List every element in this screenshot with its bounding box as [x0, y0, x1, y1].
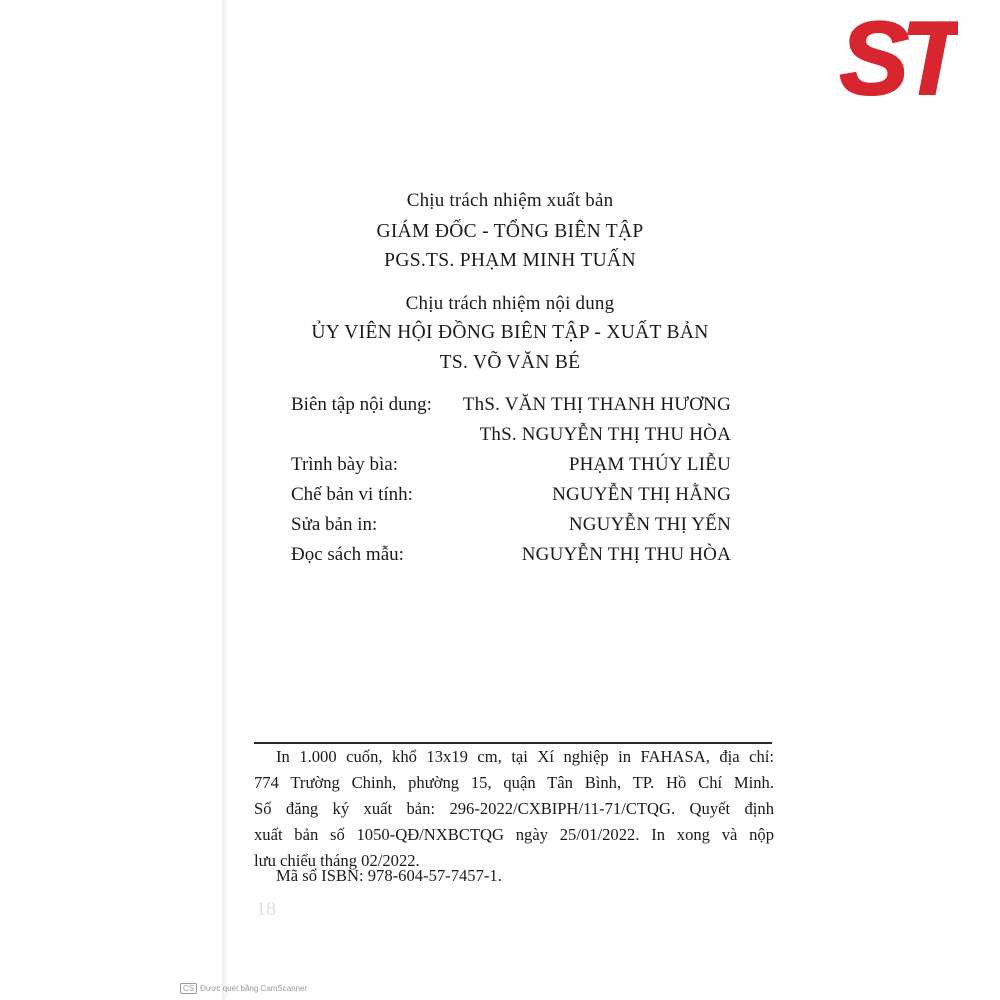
credit-row: [291, 544, 731, 574]
publishing-director-role: GIÁM ĐỐC - TỔNG BIÊN TẬP: [376, 221, 644, 242]
svg-text:ST: ST: [839, 4, 957, 110]
colophon-line: Số đăng ký xuất bản: 296-2022/CXBIPH/11-71/CTQG. Quyết định: [254, 799, 774, 818]
colophon-line: In 1.000 cuốn, khổ 13x19 cm, tại Xí nghiệp in FAHASA, địa chỉ:: [276, 747, 774, 766]
publishing-director-name: PGS.TS. PHẠM MINH TUẤN: [384, 250, 636, 271]
colophon-line: lưu chiểu tháng 02/2022.: [254, 851, 420, 870]
credit-role: Đọc sách mẫu:: [291, 544, 404, 565]
colophon-line: xuất bản số 1050-QĐ/NXBCTQG ngày 25/01/2022. In xong và nộp: [254, 825, 774, 844]
colophon: [254, 744, 774, 874]
credit-row: [291, 454, 731, 484]
credit-name: PHẠM THÚY LIỄU: [568, 454, 731, 475]
credit-name: NGUYỄN THỊ THU HÒA: [521, 544, 731, 565]
credit-role: Trình bày bìa:: [291, 454, 398, 475]
publishing-responsibility-heading: Chịu trách nhiệm xuất bản: [406, 190, 614, 211]
credit-role: Chế bản vi tính:: [291, 484, 413, 505]
credit-name: NGUYỄN THỊ HẰNG: [552, 484, 731, 505]
scanner-watermark: [180, 983, 307, 994]
credit-role: Biên tập nội dung:: [291, 394, 432, 415]
credit-name: NGUYỄN THỊ YẾN: [568, 514, 731, 535]
credit-name: ThS. NGUYỄN THỊ THU HÒA: [479, 424, 731, 445]
content-responsibility-heading: Chịu trách nhiệm nội dung: [405, 293, 615, 314]
content-board-name: TS. VÕ VĂN BÉ: [439, 352, 581, 373]
page-edge-shadow: [222, 0, 228, 1000]
credit-role: Sửa bản in:: [291, 514, 378, 535]
credit-name: ThS. VĂN THỊ THANH HƯƠNG: [462, 394, 731, 415]
watermark-text: Được quét bằng CamScanner: [200, 984, 308, 993]
isbn: Mã số ISBN: 978-604-57-7457-1.: [276, 866, 502, 885]
credit-row: [291, 424, 731, 454]
credit-row: [291, 484, 731, 514]
camscanner-icon: CS: [180, 983, 197, 994]
credit-row: [291, 394, 731, 424]
credit-row: [291, 514, 731, 544]
content-board-role: ỦY VIÊN HỘI ĐỒNG BIÊN TẬP - XUẤT BẢN: [311, 322, 709, 343]
page-number: 18: [256, 898, 276, 920]
st-logo: [838, 4, 958, 110]
colophon-line: 774 Trường Chinh, phường 15, quận Tân Bình, TP. Hồ Chí Minh.: [254, 773, 774, 792]
